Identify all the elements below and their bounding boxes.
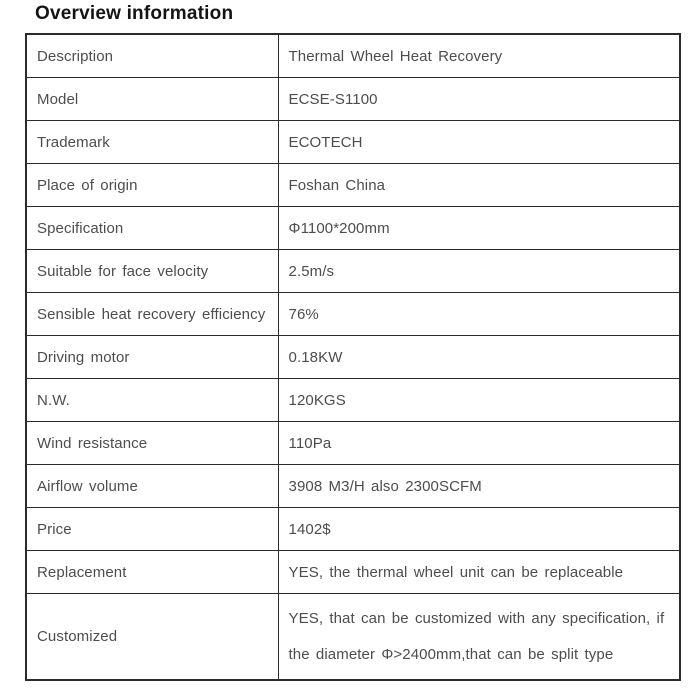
spec-label-cell: Customized bbox=[26, 594, 278, 681]
spec-label-cell: Model bbox=[26, 78, 278, 121]
page-title: Overview information bbox=[35, 3, 234, 24]
table-row bbox=[26, 250, 680, 293]
spec-value-line: YES, that can be customized with any specification, if bbox=[288, 609, 665, 627]
table-row bbox=[26, 422, 680, 465]
spec-value-cell: 1402$ bbox=[278, 508, 680, 551]
spec-label-cell: Place of origin bbox=[26, 164, 278, 207]
spec-label-cell: Description bbox=[26, 34, 278, 78]
spec-value-cell: Foshan China bbox=[278, 164, 680, 207]
table-row bbox=[26, 465, 680, 508]
spec-value-cell: ECOTECH bbox=[278, 121, 680, 164]
spec-value-cell: 2.5m/s bbox=[278, 250, 680, 293]
overview-spec-table bbox=[25, 33, 681, 681]
spec-label-cell: Wind resistance bbox=[26, 422, 278, 465]
spec-label-cell: N.W. bbox=[26, 379, 278, 422]
table-row bbox=[26, 379, 680, 422]
spec-value-cell: 3908 M3/H also 2300SCFM bbox=[278, 465, 680, 508]
spec-value-cell: Thermal Wheel Heat Recovery bbox=[278, 34, 680, 78]
spec-label-cell: Specification bbox=[26, 207, 278, 250]
spec-value-cell: 0.18KW bbox=[278, 336, 680, 379]
spec-label-cell: Price bbox=[26, 508, 278, 551]
spec-value-cell bbox=[278, 594, 680, 681]
table-row bbox=[26, 121, 680, 164]
spec-value-cell: 110Pa bbox=[278, 422, 680, 465]
table-row bbox=[26, 34, 680, 78]
spec-value-cell: ECSE-S1100 bbox=[278, 78, 680, 121]
spec-value-line: the diameter Φ>2400mm,that can be split type bbox=[288, 645, 614, 663]
table-row bbox=[26, 207, 680, 250]
spec-label-cell: Trademark bbox=[26, 121, 278, 164]
spec-label-cell: Suitable for face velocity bbox=[26, 250, 278, 293]
spec-label-cell: Sensible heat recovery efficiency bbox=[26, 293, 278, 336]
table-row bbox=[26, 508, 680, 551]
spec-value-cell: Φ1100*200mm bbox=[278, 207, 680, 250]
table-row bbox=[26, 336, 680, 379]
table-row bbox=[26, 293, 680, 336]
spec-value-cell: 120KGS bbox=[278, 379, 680, 422]
spec-label-cell: Airflow volume bbox=[26, 465, 278, 508]
spec-label-cell: Driving motor bbox=[26, 336, 278, 379]
spec-value-cell: YES, the thermal wheel unit can be replaceable bbox=[278, 551, 680, 594]
spec-label-cell: Replacement bbox=[26, 551, 278, 594]
spec-value-cell: 76% bbox=[278, 293, 680, 336]
table-row bbox=[26, 594, 680, 681]
table-row bbox=[26, 551, 680, 594]
table-row bbox=[26, 78, 680, 121]
table-row bbox=[26, 164, 680, 207]
